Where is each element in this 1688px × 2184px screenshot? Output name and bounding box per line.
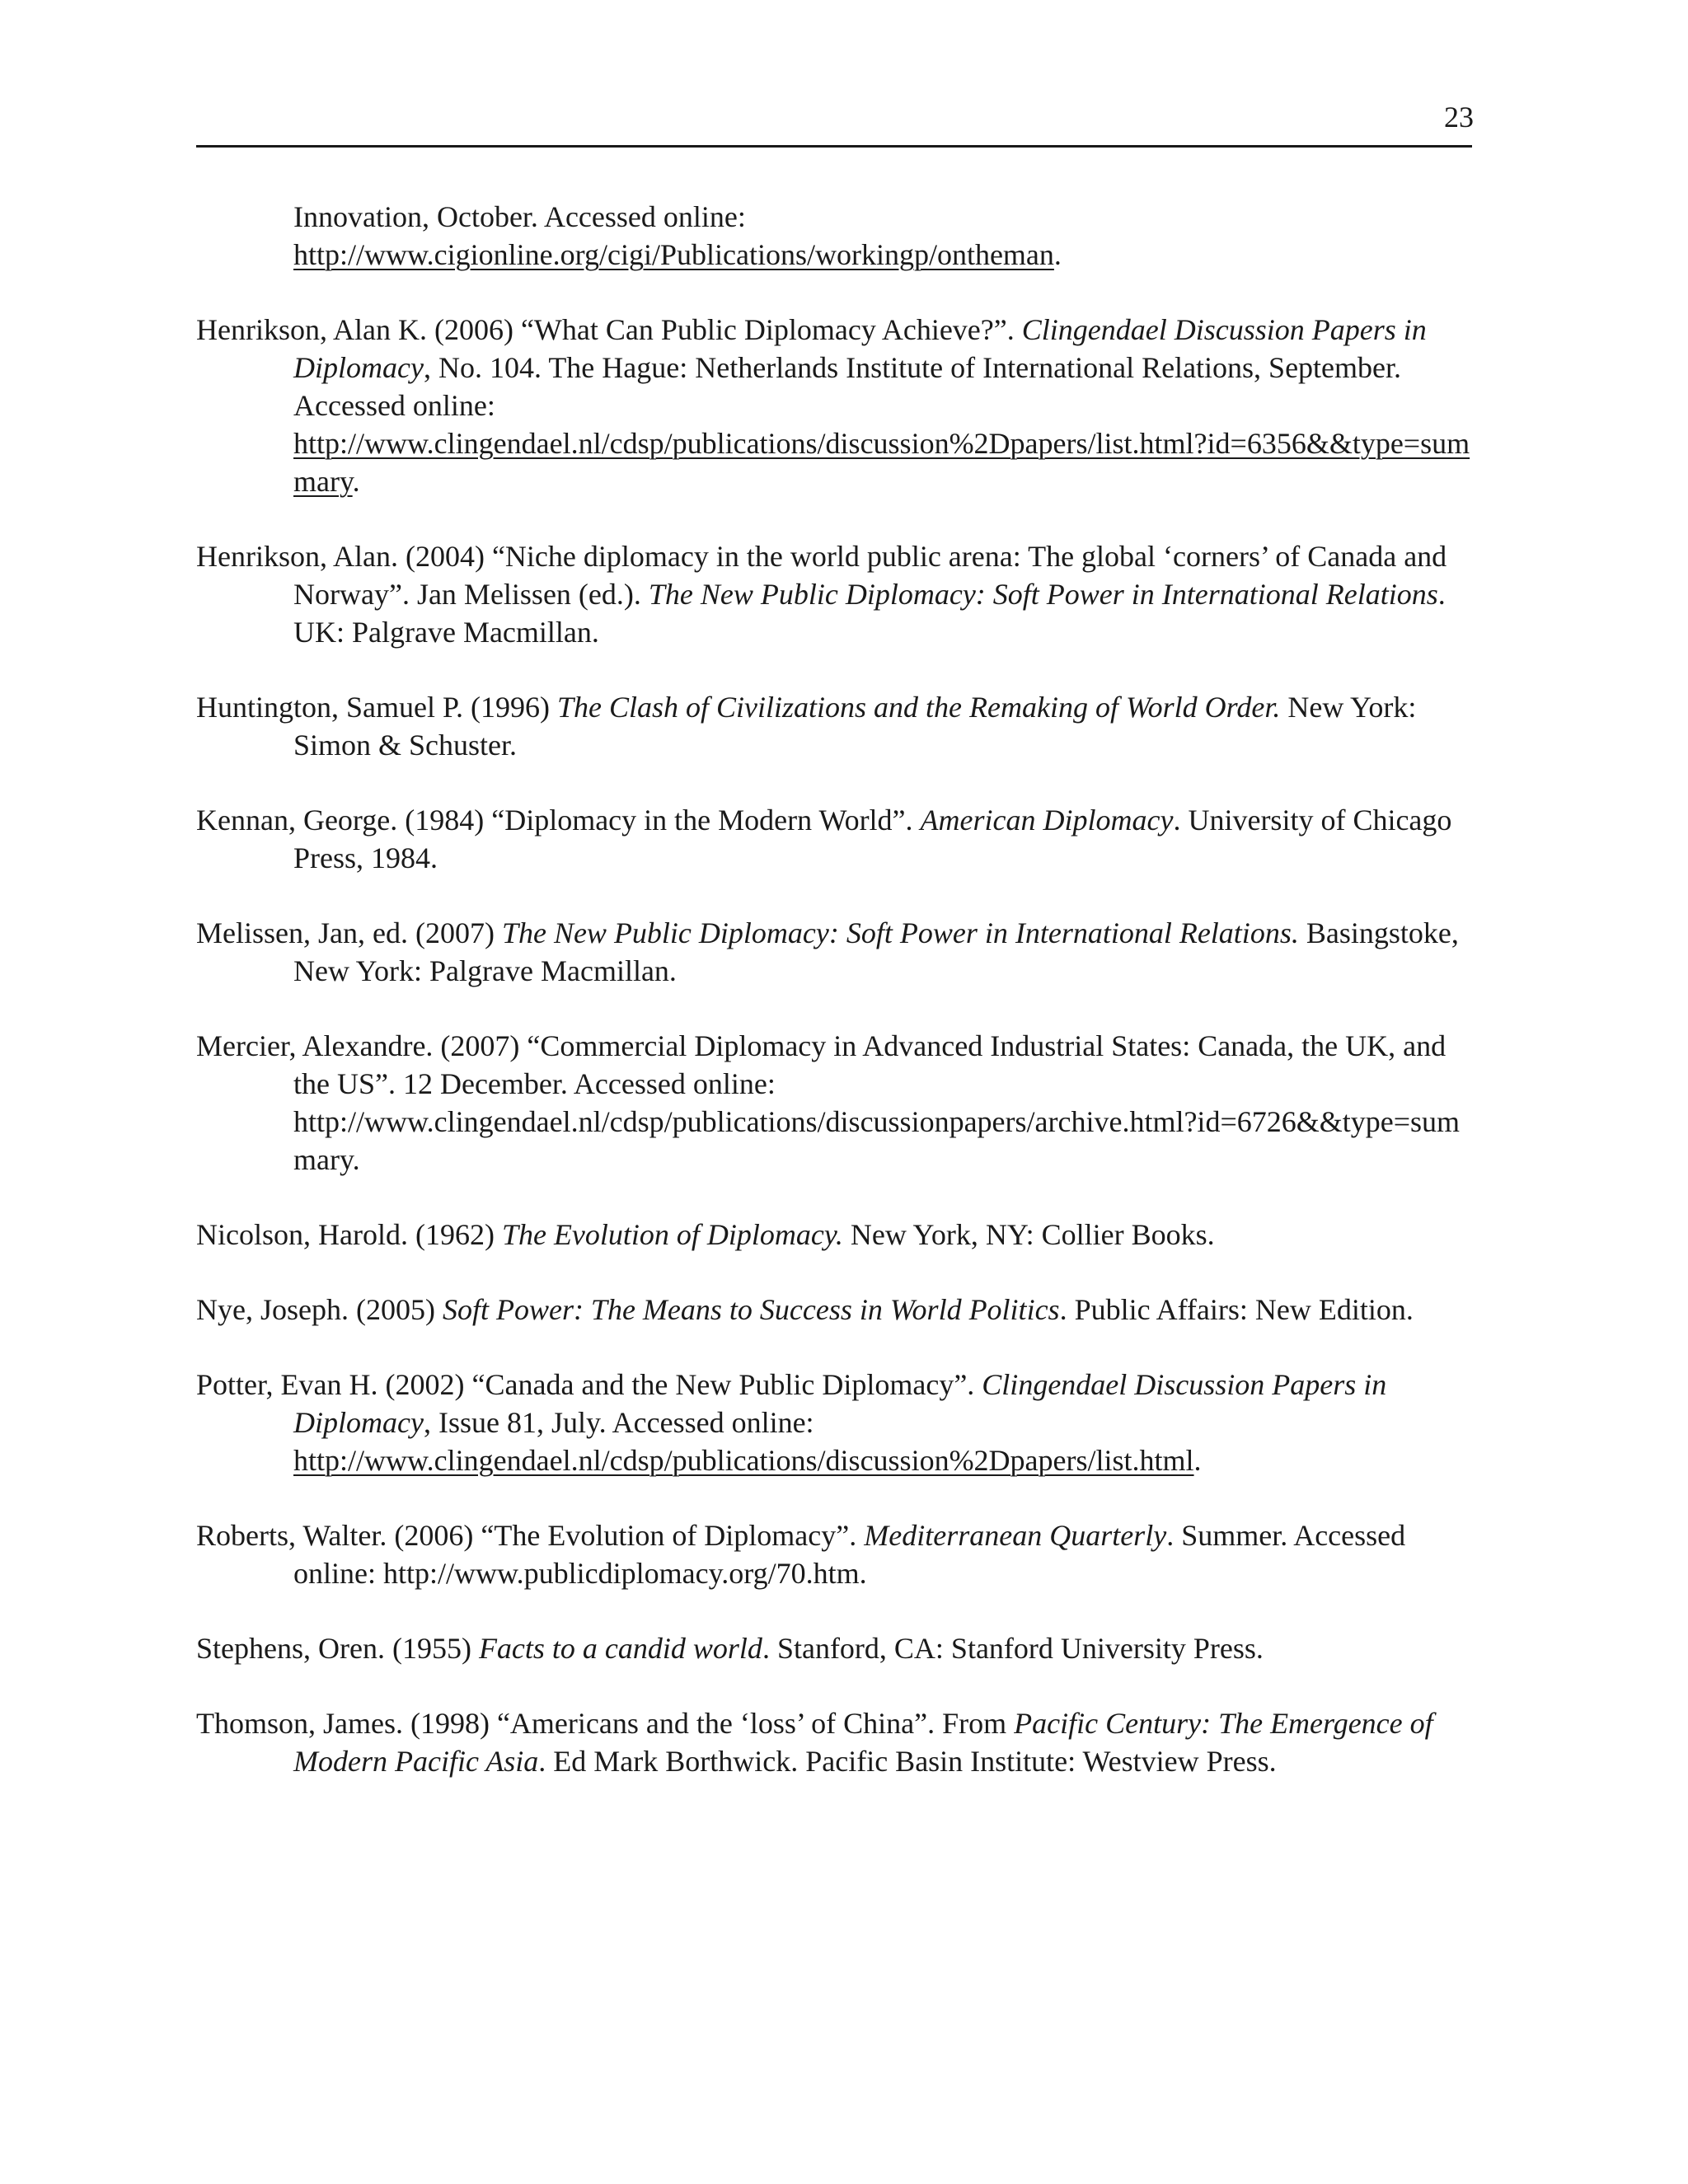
reference-entry <box>196 801 1482 877</box>
reference-entry <box>196 1216 1482 1254</box>
reference-entry <box>196 311 1482 500</box>
reference-text: . Ed Mark Borthwick. Pacific Basin Institute: Westview Press. <box>538 1745 1277 1778</box>
reference-text: , Issue 81, July. Accessed online: <box>423 1406 814 1439</box>
reference-text: . <box>1193 1444 1202 1477</box>
reference-title: Mediterranean Quarterly <box>864 1519 1167 1552</box>
reference-entry <box>196 914 1482 990</box>
reference-link[interactable]: http://www.cigionline.org/cigi/Publications/workingp/ontheman <box>293 238 1054 271</box>
reference-text: Melissen, Jan, ed. (2007) <box>196 916 502 949</box>
reference-text: . Summer. Accessed online: http://www.publicdiplomacy.org/70.htm. <box>293 1519 1406 1590</box>
reference-title: American Diplomacy <box>920 804 1174 837</box>
reference-title: Clingendael Discussion Papers in Diplomacy <box>293 1368 1387 1439</box>
reference-text: Henrikson, Alan K. (2006) “What Can Public Diplomacy Achieve?”. <box>196 313 1022 346</box>
reference-title: Pacific Century: The Emergence of Modern Pacific Asia <box>293 1707 1433 1778</box>
reference-text: Potter, Evan H. (2002) “Canada and the New Public Diplomacy”. <box>196 1368 982 1401</box>
reference-link[interactable]: http://www.clingendael.nl/cdsp/publications/discussion%2Dpapers/list.html?id=6356&&type=summary <box>293 427 1470 498</box>
reference-link[interactable]: http://www.clingendael.nl/cdsp/publications/discussion%2Dpapers/list.html <box>293 1444 1194 1477</box>
reference-text: . <box>1053 238 1062 271</box>
reference-text: Thomson, James. (1998) “Americans and the ‘loss’ of China”. From <box>196 1707 1015 1740</box>
reference-text: Huntington, Samuel P. (1996) <box>196 691 557 724</box>
reference-text: , No. 104. The Hague: Netherlands Institute of International Relations, September. Accessed online: <box>293 351 1402 422</box>
reference-text: Mercier, Alexandre. (2007) “Commercial Diplomacy in Advanced Industrial States: Canada, the UK, and the US”. 12 December. Accessed online: <box>196 1029 1447 1100</box>
reference-entry <box>196 688 1482 764</box>
reference-text: Kennan, George. (1984) “Diplomacy in the Modern World”. <box>196 804 921 837</box>
reference-title: The New Public Diplomacy: Soft Power in International Relations <box>648 578 1438 611</box>
reference-entry <box>196 537 1482 651</box>
reference-entry <box>196 1516 1482 1592</box>
reference-text: Basingstoke, New York: Palgrave Macmillan. <box>293 916 1459 987</box>
reference-title: The Evolution of Diplomacy. <box>501 1218 843 1251</box>
reference-entry <box>196 1704 1482 1780</box>
reference-title: Facts to a candid world <box>478 1632 762 1665</box>
reference-text: Stephens, Oren. (1955) <box>196 1632 479 1665</box>
page-number: 23 <box>1444 101 1474 134</box>
reference-entry <box>196 1629 1482 1667</box>
reference-text: . Stanford, CA: Stanford University Press. <box>762 1632 1264 1665</box>
reference-entry <box>196 1027 1482 1179</box>
reference-entry <box>196 1366 1482 1479</box>
reference-text: . University of Chicago Press, 1984. <box>293 804 1452 874</box>
reference-text: Roberts, Walter. (2006) “The Evolution of Diplomacy”. <box>196 1519 865 1552</box>
reference-list <box>196 198 1482 1817</box>
reference-text: Henrikson, Alan. (2004) “Niche diplomacy in the world public arena: The global ‘corners’ of Canada and Norway”. Jan Melissen (ed.). <box>196 540 1447 611</box>
reference-text: . UK: Palgrave Macmillan. <box>293 578 1446 649</box>
reference-text: New York, NY: Collier Books. <box>842 1218 1215 1251</box>
reference-title: Soft Power: The Means to Success in World Politics <box>442 1293 1060 1326</box>
reference-text: New York: Simon & Schuster. <box>293 691 1417 762</box>
reference-title: The Clash of Civilizations and the Remaking of World Order. <box>557 691 1281 724</box>
reference-text: http://www.clingendael.nl/cdsp/publications/discussionpapers/archive.html?id=6726&&type=summary. <box>293 1105 1461 1176</box>
reference-text: . Public Affairs: New Edition. <box>1059 1293 1414 1326</box>
reference-text: . <box>352 465 360 498</box>
header-rule <box>196 145 1472 148</box>
reference-entry <box>196 1291 1482 1329</box>
reference-entry <box>196 198 1482 274</box>
reference-text: Innovation, October. Accessed online: <box>293 200 746 233</box>
reference-text: Nye, Joseph. (2005) <box>196 1293 443 1326</box>
reference-text: Nicolson, Harold. (1962) <box>196 1218 502 1251</box>
reference-title: The New Public Diplomacy: Soft Power in International Relations. <box>501 916 1299 949</box>
reference-title: Clingendael Discussion Papers in Diplomacy <box>293 313 1427 384</box>
